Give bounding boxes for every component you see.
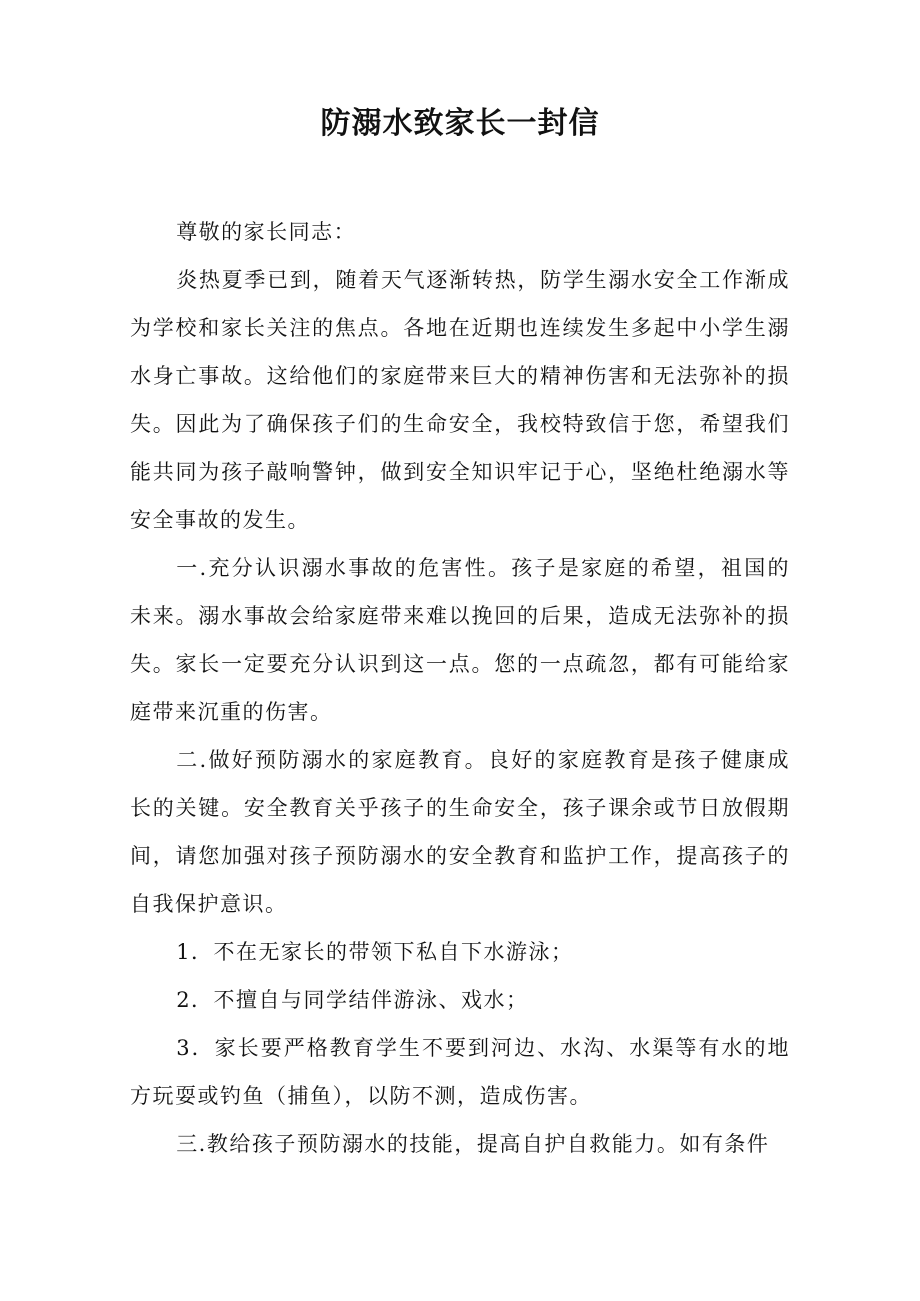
list-item-1: 1．不在无家长的带领下私自下水游泳； <box>176 940 574 964</box>
paragraph-intro: 炎热夏季已到，随着天气逐渐转热，防学生溺水安全工作渐成为学校和家长关注的焦点。各地在近期也连续发生多起中小学生溺水身亡事故。这给他们的家庭带来巨大的精神伤害和无法弥补的损失。因此为了确保孩子们的生命安全，我校特致信于您，希望我们能共同为孩子敲响警钟，做到安全知识牢记于心，坚绝杜绝溺水等安全事故的发生。 <box>130 268 790 532</box>
list-item-3: 3．家长要严格教育学生不要到河边、水沟、水渠等有水的地方玩耍或钓鱼（捕鱼），以防不测，造成伤害。 <box>130 1036 790 1108</box>
salutation: 尊敬的家长同志： <box>176 220 357 244</box>
list-item-2: 2．不擅自与同学结伴游泳、戏水； <box>176 988 529 1012</box>
paragraph-section-two: 二.做好预防溺水的家庭教育。良好的家庭教育是孩子健康成长的关键。安全教育关乎孩子的生命安全，孩子课余或节日放假期间，请您加强对孩子预防溺水的安全教育和监护工作，提高孩子的自我保护意识。 <box>130 748 790 916</box>
document-title: 防溺水致家长一封信 <box>320 106 600 141</box>
paragraph-section-one: 一.充分认识溺水事故的危害性。孩子是家庭的希望，祖国的未来。溺水事故会给家庭带来难以挽回的后果，造成无法弥补的损失。家长一定要充分认识到这一点。您的一点疏忽，都有可能给家庭带来沉重的伤害。 <box>130 556 790 724</box>
paragraph-section-three: 三.教给孩子预防溺水的技能，提高自护自救能力。如有条件 <box>176 1132 770 1156</box>
letter-body <box>130 208 790 1168</box>
